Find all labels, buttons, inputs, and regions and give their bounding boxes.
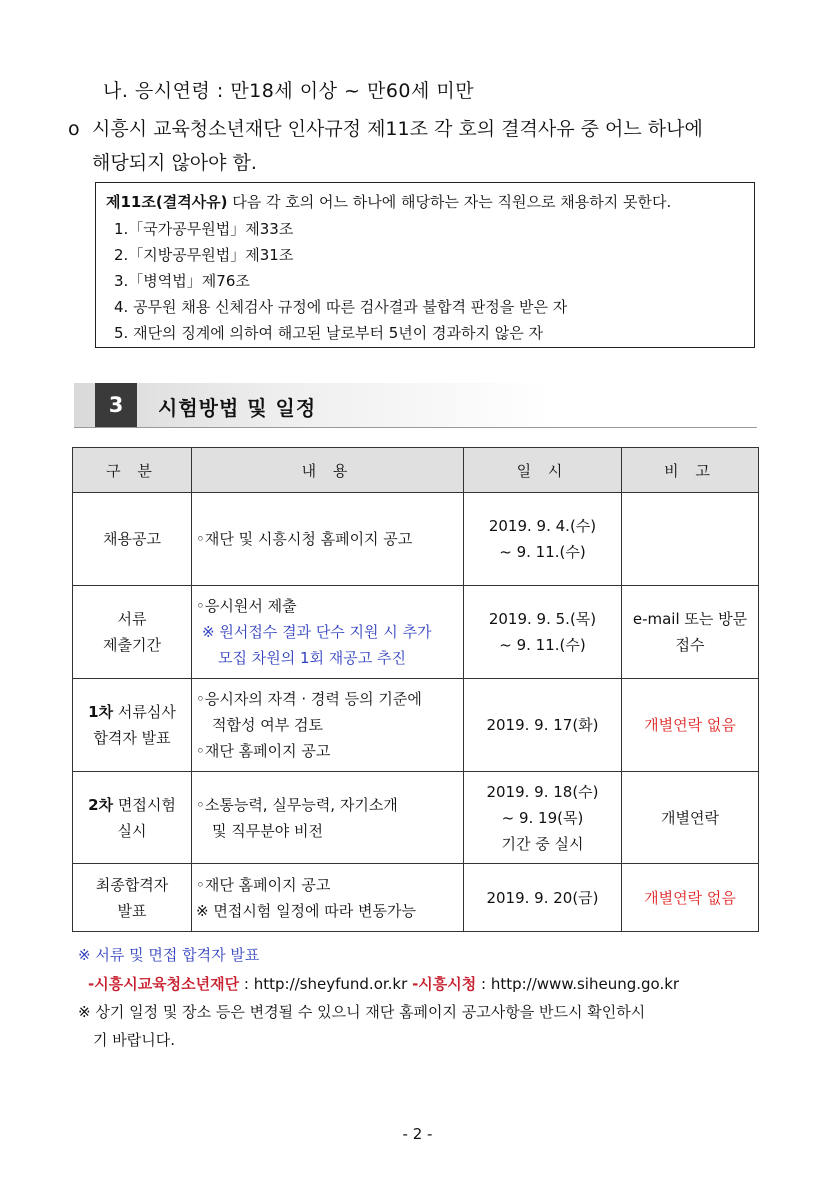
date-line: 2019. 9. 18(수) xyxy=(486,782,599,801)
table-row xyxy=(73,493,759,586)
table-row xyxy=(73,864,759,932)
content-notice: ※ 원서접수 결과 단수 지원 시 추가 xyxy=(202,623,432,641)
schedule-table xyxy=(72,447,759,932)
date-line: ~ 9. 11.(수) xyxy=(499,636,586,654)
row-content xyxy=(192,586,464,679)
content-line: ◦응시원서 제출 xyxy=(196,597,297,615)
bullet-marker: o xyxy=(68,118,80,140)
row-note: 개별연락 없음 xyxy=(622,864,759,932)
rule-item: 5. 재단의 징계에 의하여 해고된 날로부터 5년이 경과하지 않은 자 xyxy=(114,324,544,342)
disqualification-requirement xyxy=(68,114,703,141)
category-line: 발표 xyxy=(117,901,147,920)
row-date xyxy=(464,864,622,932)
rule-title xyxy=(106,191,671,212)
bullet-text-line2: 해당되지 않아야 함. xyxy=(92,152,257,174)
date-line: 2019. 9. 5.(목) xyxy=(488,610,597,628)
city-hall-url-link[interactable]: : http://www.siheung.go.kr xyxy=(476,975,680,993)
rule-title-bold: 제11조(결격사유) xyxy=(106,193,228,211)
row-content xyxy=(192,864,464,932)
section-number: 3 xyxy=(95,383,137,427)
content-notice: 모집 차원의 1회 재공고 추진 xyxy=(218,649,407,667)
section-divider xyxy=(74,427,757,428)
row-date xyxy=(464,772,622,864)
date-line: 기간 중 실시 xyxy=(501,834,584,853)
footnote-announcement: ※ 서류 및 면접 합격자 발표 xyxy=(78,946,260,964)
stage-label: 2차 xyxy=(88,795,114,814)
date-line: 2019. 9. 20(금) xyxy=(486,888,599,907)
age-requirement: 나. 응시연령 : 만18세 이상 ~ 만60세 미만 xyxy=(103,80,475,102)
date-line: ~ 9. 11.(수) xyxy=(499,543,586,561)
table-header-row xyxy=(73,448,759,493)
header-note: 비 고 xyxy=(622,448,759,493)
row-content xyxy=(192,679,464,772)
row-date xyxy=(464,679,622,772)
row-category: 채용공고 xyxy=(73,493,192,586)
date-line: 2019. 9. 4.(수) xyxy=(488,517,597,535)
date-line: ~ 9. 19(목) xyxy=(501,808,584,827)
table-row xyxy=(73,586,759,679)
content-line: ◦재단 홈페이지 공고 xyxy=(196,742,331,760)
stage-label: 1차 xyxy=(88,703,114,721)
page-number: - 2 - xyxy=(402,1125,433,1143)
row-date xyxy=(464,493,622,586)
row-content xyxy=(192,772,464,864)
section-title: 시험방법 및 일정 xyxy=(158,396,317,420)
category-line xyxy=(77,792,187,818)
foundation-url-link[interactable]: : http://sheyfund.or.kr xyxy=(239,975,413,993)
category-line: 합격자 발표 xyxy=(93,729,171,747)
content-line: ※ 면접시험 일정에 따라 변동가능 xyxy=(196,901,417,920)
row-note: 개별연락 없음 xyxy=(622,679,759,772)
bullet-text-line1: 시흥시 교육청소년재단 인사규정 제11조 각 호의 결격사유 중 어느 하나에 xyxy=(92,118,703,140)
category-line: 서류 xyxy=(117,610,147,628)
rule-item: 2.「지방공무원법」제31조 xyxy=(114,246,294,264)
row-category xyxy=(73,679,192,772)
row-date xyxy=(464,586,622,679)
disqualification-rule-box xyxy=(95,182,755,348)
row-category xyxy=(73,772,192,864)
content-line: ◦재단 및 시흥시청 홈페이지 공고 xyxy=(196,530,413,548)
content-line: ◦재단 홈페이지 공고 xyxy=(196,875,331,894)
footnote-links xyxy=(88,973,679,994)
rule-item: 3.「병역법」제76조 xyxy=(114,272,250,290)
category-text: 면접시험 xyxy=(113,795,176,814)
rule-title-rest: 다음 각 호의 어느 하나에 해당하는 자는 직원으로 채용하지 못한다. xyxy=(227,193,672,211)
city-hall-name: -시흥시청 xyxy=(412,975,477,993)
date-line: 2019. 9. 17(화) xyxy=(486,716,599,734)
table-row xyxy=(73,679,759,772)
category-line xyxy=(77,699,187,725)
footnote-notice-line2: 기 바랍니다. xyxy=(93,1031,175,1049)
row-category xyxy=(73,586,192,679)
category-line: 제출기간 xyxy=(103,636,161,654)
table-row xyxy=(73,772,759,864)
content-line: ◦응시자의 자격 · 경력 등의 기준에 xyxy=(196,690,422,708)
content-line: ◦소통능력, 실무능력, 자기소개 xyxy=(196,795,398,814)
category-line: 최종합격자 xyxy=(95,875,169,894)
category-line: 실시 xyxy=(117,821,147,840)
rule-item: 1.「국가공무원법」제33조 xyxy=(114,220,294,238)
footnote-notice-line1: ※ 상기 일정 및 장소 등은 변경될 수 있으니 재단 홈페이지 공고사항을 반드시 확인하시 xyxy=(78,1003,646,1021)
header-category: 구 분 xyxy=(73,448,192,493)
content-line: 및 직무분야 비전 xyxy=(212,821,323,840)
header-date: 일 시 xyxy=(464,448,622,493)
row-note: e-mail 또는 방문 접수 xyxy=(622,586,759,679)
row-category xyxy=(73,864,192,932)
rule-item: 4. 공무원 채용 신체검사 규정에 따른 검사결과 불합격 판정을 받은 자 xyxy=(114,298,568,316)
foundation-name: -시흥시교육청소년재단 xyxy=(88,975,240,993)
category-text: 서류심사 xyxy=(113,703,176,721)
row-content xyxy=(192,493,464,586)
content-line: 적합성 여부 검토 xyxy=(212,716,323,734)
row-note: 개별연락 xyxy=(622,772,759,864)
row-note xyxy=(622,493,759,586)
header-content: 내 용 xyxy=(192,448,464,493)
